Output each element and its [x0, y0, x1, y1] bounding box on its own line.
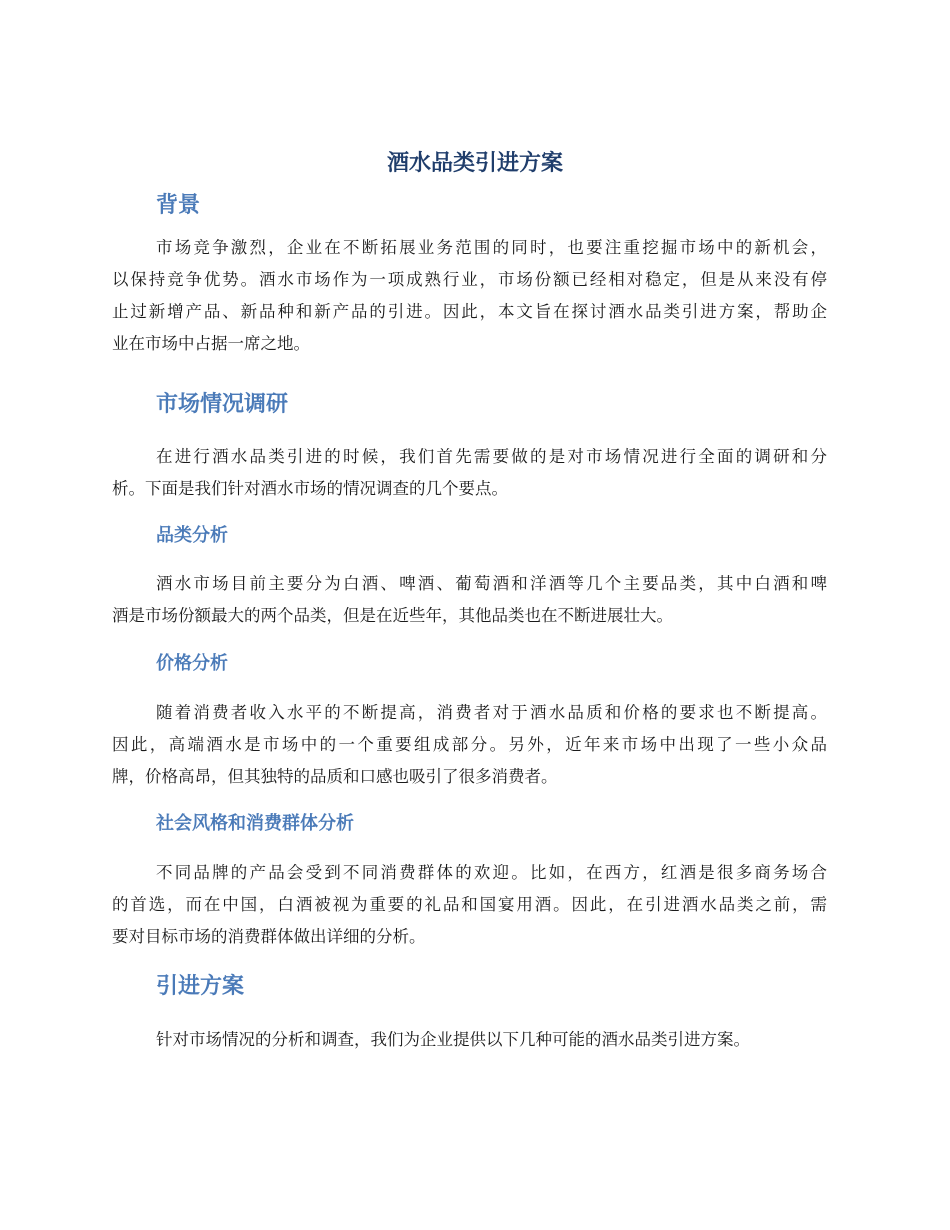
paragraph-background [112, 232, 827, 360]
paragraph-line: 业在市场中占据一席之地。 [112, 334, 310, 353]
paragraph-line: 的首选，而在中国，白酒被视为重要的礼品和国宴用酒。因此，在引进酒水品类之前，需 [112, 895, 827, 914]
paragraph-line: 止过新增产品、新品种和新产品的引进。因此，本文旨在探讨酒水品类引进方案，帮助企 [112, 302, 827, 321]
paragraph-social-style [112, 857, 827, 953]
paragraph-line: 市场竞争激烈，企业在不断拓展业务范围的同时，也要注重挖掘市场中的新机会， [156, 238, 827, 257]
paragraph-market-research [112, 441, 827, 505]
paragraph-line: 酒水市场目前主要分为白酒、啤酒、葡萄酒和洋酒等几个主要品类，其中白酒和啤 [156, 574, 827, 593]
heading-background: 背景 [156, 193, 201, 218]
heading-price-analysis: 价格分析 [156, 653, 228, 674]
paragraph-line: 牌，价格高昂，但其独特的品质和口感也吸引了很多消费者。 [112, 767, 558, 786]
paragraph-line: 在进行酒水品类引进的时候，我们首先需要做的是对市场情况进行全面的调研和分 [156, 447, 827, 466]
heading-category-analysis: 品类分析 [156, 525, 228, 546]
document-title: 酒水品类引进方案 [386, 151, 563, 176]
heading-introduction-plan: 引进方案 [156, 974, 245, 999]
heading-market-research: 市场情况调研 [156, 392, 289, 417]
paragraph-line: 要对目标市场的消费群体做出详细的分析。 [112, 927, 426, 946]
paragraph-introduction-plan [112, 1024, 827, 1056]
paragraph-category-analysis [112, 568, 827, 632]
paragraph-line: 酒是市场份额最大的两个品类，但是在近些年，其他品类也在不断进展壮大。 [112, 606, 673, 625]
paragraph-line: 以保持竞争优势。酒水市场作为一项成熟行业，市场份额已经相对稳定，但是从来没有停 [112, 270, 827, 289]
paragraph-price-analysis [112, 697, 827, 793]
paragraph-line: 随着消费者收入水平的不断提高，消费者对于酒水品质和价格的要求也不断提高。 [156, 703, 827, 722]
paragraph-line: 析。下面是我们针对酒水市场的情况调查的几个要点。 [112, 479, 508, 498]
paragraph-line: 因此，高端酒水是市场中的一个重要组成部分。另外，近年来市场中出现了一些小众品 [112, 735, 827, 754]
heading-social-style: 社会风格和消费群体分析 [156, 813, 354, 834]
paragraph-line: 不同品牌的产品会受到不同消费群体的欢迎。比如，在西方，红酒是很多商务场合 [156, 863, 827, 882]
paragraph-line: 针对市场情况的分析和调查，我们为企业提供以下几种可能的酒水品类引进方案。 [156, 1030, 750, 1049]
